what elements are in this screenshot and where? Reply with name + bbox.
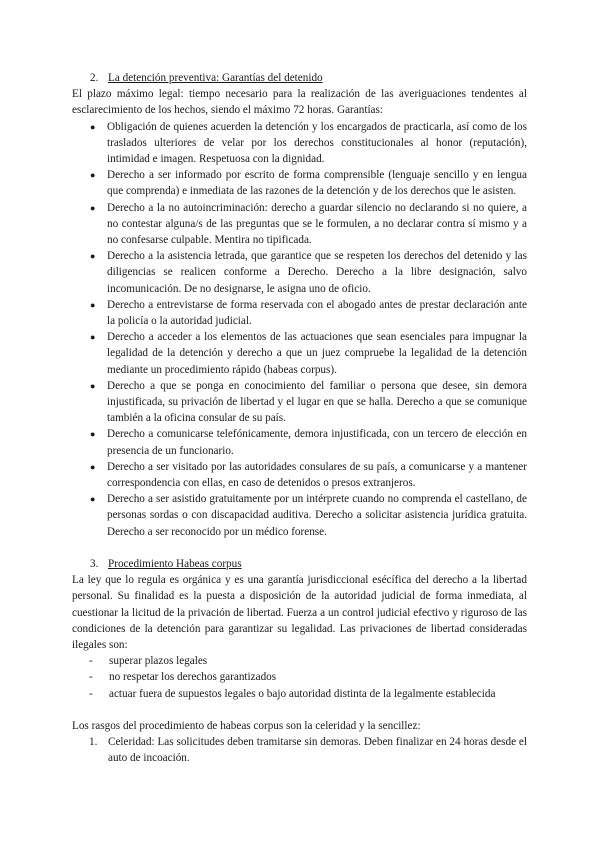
section-2-intro: El plazo máximo legal: tiempo necesario para la realización de las averiguaciones tendentes al esclarecimiento de los hechos, siendo el máximo 72 horas. Garantías: bbox=[72, 88, 527, 117]
list-item-text: Derecho a ser visitado por las autoridades consulares de su país, a comunicarse y a mantener correspondencia con ellas, en caso de detenidos o presos extranjeros. bbox=[107, 460, 527, 490]
list-item-text: Derecho a la asistencia letrada, que garantice que se respeten los derechos del detenido y las diligencias se realicen conforme a Derecho. Derecho a la libre designación, salvo incomunicación. De no designarse, le asigna uno de oficio. bbox=[107, 250, 527, 295]
list-number: 1. bbox=[89, 735, 98, 748]
dash-icon: - bbox=[89, 687, 93, 700]
list-item bbox=[72, 200, 527, 249]
list-item-text: Celeridad: Las solicitudes deben tramitarse sin demoras. Deben finalizar en 24 horas desde el auto de incoación. bbox=[108, 735, 527, 765]
bullet-icon: ● bbox=[90, 380, 96, 391]
spacer bbox=[72, 702, 527, 718]
bullet-icon: ● bbox=[90, 202, 96, 213]
spacer bbox=[72, 540, 527, 556]
section-2-heading bbox=[90, 70, 527, 86]
list-item bbox=[72, 459, 527, 491]
list-item-text: actuar fuera de supuestos legales o bajo autoridad distinta de la legalmente establecida bbox=[109, 687, 496, 700]
list-item-text: Derecho a la no autoincriminación: derecho a guardar silencio no declarando si no quiere, a no contestar alguna/s de las preguntas que se le formulen, a no declarar contra sí mismo y a no confesarse culpable. Mentira no tipificada. bbox=[107, 201, 527, 247]
list-item-text: Derecho a entrevistarse de forma reservada con el abogado antes de prestar declaración ante la policía o la autoridad judicial. bbox=[107, 298, 527, 328]
list-item-text: no respetar los derechos garantizados bbox=[109, 671, 277, 684]
bullet-icon: ● bbox=[90, 251, 96, 262]
bullet-icon: ● bbox=[90, 121, 96, 132]
list-item bbox=[72, 734, 527, 766]
rasgos-list bbox=[72, 734, 527, 766]
bullet-icon: ● bbox=[90, 494, 96, 505]
rasgos-intro: Los rasgos del procedimiento de habeas corpus son la celeridad y la sencillez: bbox=[72, 719, 421, 732]
list-item bbox=[72, 297, 527, 329]
bullet-icon: ● bbox=[90, 332, 96, 343]
bullet-icon: ● bbox=[90, 299, 96, 310]
list-item-text: Obligación de quienes acuerden la detención y los encargados de practicarla, así como de los traslados ulteriores de velar por los derechos constitucionales al honor (reputación), intimidad e imagen. Respetuosa con la dignidad. bbox=[107, 120, 527, 166]
list-item-text: Derecho a ser informado por escrito de forma comprensible (lenguaje sencillo y en lengua que comprenda) e inmediata de las razones de la detención y de los derechos que le asisten. bbox=[107, 169, 527, 198]
section-3-number: 3. bbox=[90, 557, 99, 570]
list-item-text: Derecho a ser asistido gratuitamente por un intérprete cuando no comprenda el castellano, de personas sordas o con discapacidad auditiva. Derecho a solicitar asistencia jurídica gratuita. Derecho a ser reconocido por un médico forense. bbox=[107, 493, 527, 538]
list-item bbox=[72, 653, 527, 669]
list-item bbox=[72, 686, 527, 702]
list-item-text: Derecho a comunicarse telefónicamente, demora injustificada, con un tercero de elección en presencia de un funcionario. bbox=[107, 428, 527, 457]
section-3-intro: La ley que lo regula es orgánica y es una garantía jurisdiccional esécífica del derecho a la libertad personal. Su finalidad es la puesta a disposición de la autoridad judicial de forma inmediata, al cuestionar la licitud de la privación de libertad. Fuerza a un control judicial efectivo y riguroso de las condiciones de la detención para garantizar su legalidad. Las privaciones de libertad consideradas ilegales son: bbox=[72, 574, 527, 651]
dash-icon: - bbox=[89, 655, 93, 668]
section-2-number: 2. bbox=[90, 72, 99, 84]
list-item-text: Derecho a acceder a los elementos de las actuaciones que sean esenciales para impugnar la legalidad de la detención y derecho a que un juez compruebe la legalidad de la detención mediante un procedimiento rápido (habeas corpus). bbox=[107, 331, 527, 376]
list-item bbox=[72, 119, 527, 168]
bullet-icon: ● bbox=[90, 429, 96, 440]
section-2-title: La detención preventiva: Garantías del detenido bbox=[108, 72, 323, 84]
dash-icon: - bbox=[89, 671, 93, 684]
bullet-icon: ● bbox=[90, 170, 96, 181]
illegal-deprivations-list bbox=[72, 653, 527, 702]
list-item-text: superar plazos legales bbox=[109, 655, 208, 668]
list-item bbox=[72, 491, 527, 540]
list-item bbox=[72, 669, 527, 685]
list-item-text: Derecho a que se ponga en conocimiento del familiar o persona que desee, sin demora injustificada, su privación de libertad y el lugar en que se halla. Derecho a que se comunique también a la oficina consular de su país. bbox=[107, 379, 527, 425]
section-3-title: Procedimiento Habeas corpus bbox=[108, 557, 242, 570]
guarantees-list bbox=[72, 119, 527, 540]
bullet-icon: ● bbox=[90, 461, 96, 472]
list-item bbox=[72, 167, 527, 199]
list-item bbox=[72, 378, 527, 427]
list-item bbox=[72, 329, 527, 378]
list-item bbox=[72, 248, 527, 297]
section-3-heading bbox=[90, 556, 527, 572]
list-item bbox=[72, 426, 527, 458]
